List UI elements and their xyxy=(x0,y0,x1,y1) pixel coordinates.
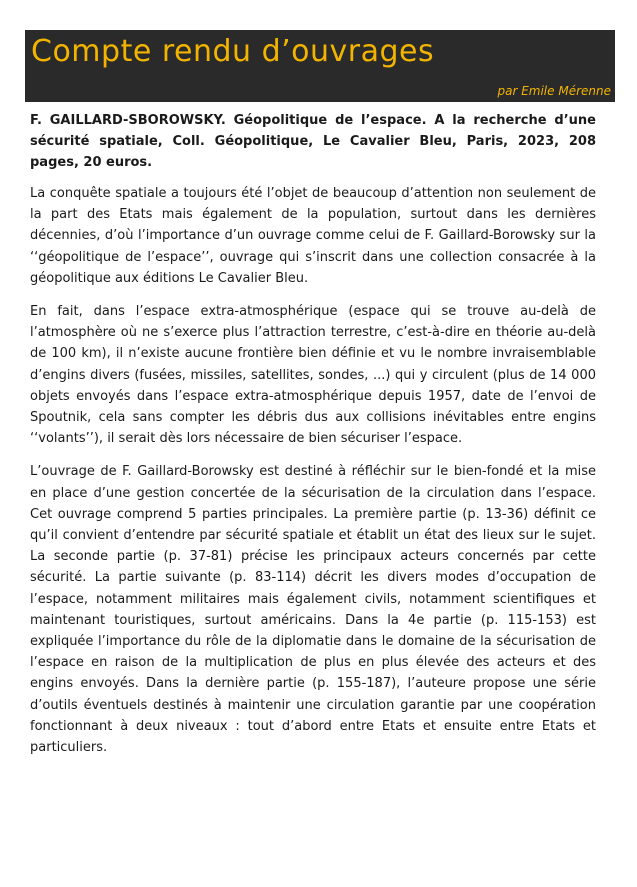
paragraph-intro: La conquête spatiale a toujours été l’objet de beaucoup d’attention non seulement de la part des Etats mais également de la population, surtout dans les dernières décennies, d’où l’importance d’un ouvrage comme celui de F. Gaillard-Borowsky sur la ‘‘géopolitique de l’espace’’, ouvrage qui s’inscrit dans une collection consacrée à la géopolitique aux éditions Le Cavalier Bleu. xyxy=(30,186,596,286)
paragraph-book-structure: L’ouvrage de F. Gaillard-Borowsky est destiné à réfléchir sur le bien-fondé et la mise en place d’une gestion concertée de la sécurisation de la circulation dans l’espace. Cet ouvrage comprend 5 parties principales. La première partie (p. 13-36) définit ce qu’il convient d’entendre par sécurité spatiale et établit un état des lieux sur le sujet. La seconde partie (p. 37-81) précise les principaux acteurs concernés par cette sécurité. La partie suivante (p. 83-114) décrit les divers modes d’occupation de l’espace, notamment militaires mais également civils, notamment scientifiques et maintenant touristiques, surtout américains. Dans la 4e partie (p. 115-153) est expliquée l’importance du rôle de la diplomatie dans le domaine de la sécurisation de l’espace en raison de la multiplication de plus en plus élevée des acteurs et des engins envoyés. Dans la dernière partie (p. 155-187), l’auteure propose une série d’outils éventuels destinés à maintenir une circulation garantie par une coopération fonctionnant à deux niveaux : tout d’abord entre Etats et ensuite entre Etats et particuliers. xyxy=(30,464,596,756)
header-band xyxy=(25,30,615,102)
book-reference: F. GAILLARD-SBOROWSKY. Géopolitique de l’espace. A la recherche d’une sécurité spatiale, Coll. Géopolitique, Le Cavalier Bleu, Paris, 2023, 208 pages, 20 euros. xyxy=(30,113,596,170)
page-title: Compte rendu d’ouvrages xyxy=(31,34,435,69)
review-article xyxy=(30,110,596,770)
author-byline: par Emile Mérenne xyxy=(497,84,611,98)
paragraph-space-context: En fait, dans l’espace extra-atmosphérique (espace qui se trouve au-delà de l’atmosphère où ne s’exerce plus l’attraction terrestre, c’est-à-dire en théorie au-delà de 100 km), il n’existe aucune frontière bien définie et vu le nombre invraisemblable d’engins divers (fusées, missiles, satellites, sondes, ...) qui y circulent (plus de 14 000 objets envoyés dans l’espace extra-atmosphérique depuis 1957, date de l’envoi de Spoutnik, cela sans compter les débris dus aux collisions inévitables entre engins ‘‘volants’’), il serait dès lors nécessaire de bien sécuriser l’espace. xyxy=(30,304,596,447)
